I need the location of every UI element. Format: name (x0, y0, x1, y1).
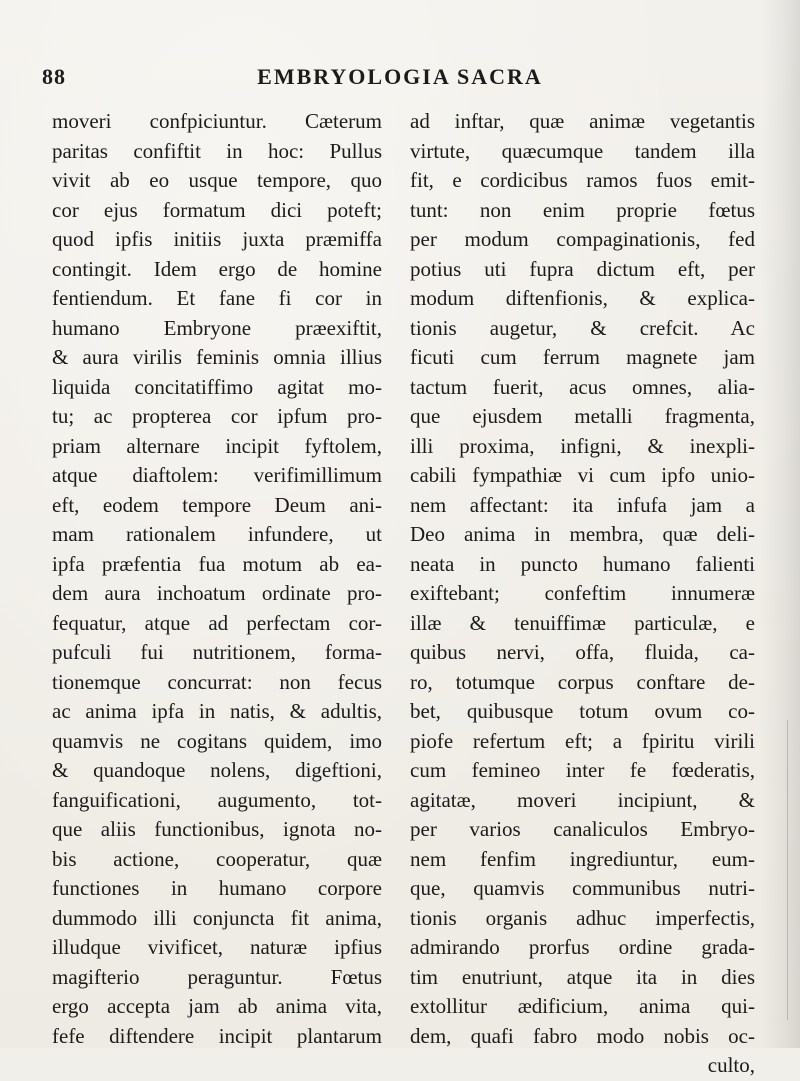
text-line: eft, eodem tempore Deum ani- (52, 492, 382, 517)
text-line: tionis organis adhuc imperfectis, (410, 905, 755, 930)
text-line: priam alternare incipit fyftolem, (52, 433, 382, 458)
text-line: agitatæ, moveri incipiunt, & (410, 787, 755, 812)
text-line: quamvis ne cogitans quidem, imo (52, 728, 382, 753)
text-line: dummodo illi conjuncta fit anima, (52, 905, 382, 930)
text-line: mam rationalem infundere, ut (52, 522, 382, 546)
text-line: potius uti fupra dictum eft, per (410, 256, 755, 281)
text-line: & quandoque nolens, digeftioni, (52, 758, 382, 782)
text-line: ipfa præfentia fua motum ab ea- (52, 551, 382, 576)
text-line: bis actione, cooperatur, quæ (52, 846, 382, 871)
text-line: que aliis functionibus, ignota no- (52, 817, 382, 841)
text-line: piofe refertum eft; a fpiritu virili (410, 728, 755, 753)
text-line: fanguificationi, augumento, tot- (52, 787, 382, 812)
page-fold-line (787, 720, 788, 1020)
text-line: fefe diftendere incipit plantarum (52, 1023, 382, 1048)
text-line: fit, e cordicibus ramos fuos emit- (410, 168, 755, 192)
text-line: tunt: non enim proprie fœtus (410, 197, 755, 222)
text-line: dem aura inchoatum ordinate pro- (52, 581, 382, 605)
text-line: ro, totumque corpus conftare de- (410, 669, 755, 694)
text-line: paritas confiftit in hoc: Pullus (52, 138, 382, 163)
page-edge-shadow (760, 0, 800, 1048)
text-line: illudque vivificet, naturæ ipfius (52, 935, 382, 959)
text-line: Deo anima in membra, quæ deli- (410, 522, 755, 546)
right-text-column (410, 107, 755, 1081)
text-line: bet, quibusque totum ovum co- (410, 699, 755, 723)
text-line: extollitur ædificium, anima qui- (410, 994, 755, 1018)
text-line: per modum compaginationis, fed (410, 227, 755, 251)
catchword: culto, (707, 1053, 755, 1077)
text-line: dem, quafi fabro modo nobis oc- (410, 1023, 755, 1048)
text-line: ad inftar, quæ animæ vegetantis (410, 109, 755, 133)
text-line: magifterio peraguntur. Fœtus (52, 964, 382, 989)
text-line: functiones in humano corpore (52, 876, 382, 900)
text-line: & aura virilis feminis omnia illius (52, 345, 382, 369)
text-line: tactum fuerit, acus omnes, alia- (410, 374, 755, 399)
text-line: quod ipfis initiis juxta præmiffa (52, 227, 382, 251)
text-line: illi proxima, infigni, & inexpli- (410, 433, 755, 458)
text-line: liquida concitatiffimo agitat mo- (52, 374, 382, 399)
text-line: atque diaftolem: verifimillimum (52, 463, 382, 487)
left-text-column (52, 107, 382, 1051)
text-line: tionemque concurrat: non fecus (52, 669, 382, 694)
text-line: moveri confpiciuntur. Cæterum (52, 109, 382, 133)
text-line: cabili fympathiæ vi cum ipfo unio- (410, 463, 755, 487)
text-line: ergo accepta jam ab anima vita, (52, 994, 382, 1018)
text-line: ficuti cum ferrum magnete jam (410, 345, 755, 369)
text-line: que, quamvis communibus nutri- (410, 876, 755, 900)
running-title: EMBRYOLOGIA SACRA (257, 64, 543, 89)
page-number: 88 (42, 64, 66, 89)
text-line: virtute, quæcumque tandem illa (410, 138, 755, 163)
text-line: per varios canaliculos Embryo- (410, 817, 755, 841)
text-line: tim enutriunt, atque ita in dies (410, 964, 755, 989)
text-line: pufculi fui nutritionem, forma- (52, 640, 382, 664)
text-line: tu; ac propterea cor ipfum pro- (52, 404, 382, 428)
text-line: humano Embryone præexiftit, (52, 315, 382, 340)
text-line: exiftebant; confeftim innumeræ (410, 581, 755, 605)
text-line: vivit ab eo usque tempore, quo (52, 168, 382, 192)
text-line: nem fenfim ingrediuntur, eum- (410, 846, 755, 871)
text-line: cor ejus formatum dici poteft; (52, 197, 382, 222)
text-line: ac anima ipfa in natis, & adultis, (52, 699, 382, 723)
text-line: que ejusdem metalli fragmenta, (410, 404, 755, 428)
text-line: fentiendum. Et fane fi cor in (52, 286, 382, 310)
text-line: illæ & tenuiffimæ particulæ, e (410, 610, 755, 635)
text-line: fequatur, atque ad perfectam cor- (52, 610, 382, 635)
running-head (40, 64, 760, 96)
text-line: quibus nervi, offa, fluida, ca- (410, 640, 755, 664)
text-line: nem affectant: ita infufa jam a (410, 492, 755, 517)
text-line: admirando prorfus ordine grada- (410, 935, 755, 959)
text-line: contingit. Idem ergo de homine (52, 256, 382, 281)
text-line: tionis augetur, & crefcit. Ac (410, 315, 755, 340)
text-line: modum diftenfionis, & explica- (410, 286, 755, 310)
text-line: neata in puncto humano falienti (410, 551, 755, 576)
text-line: cum femineo inter fe fœderatis, (410, 758, 755, 782)
